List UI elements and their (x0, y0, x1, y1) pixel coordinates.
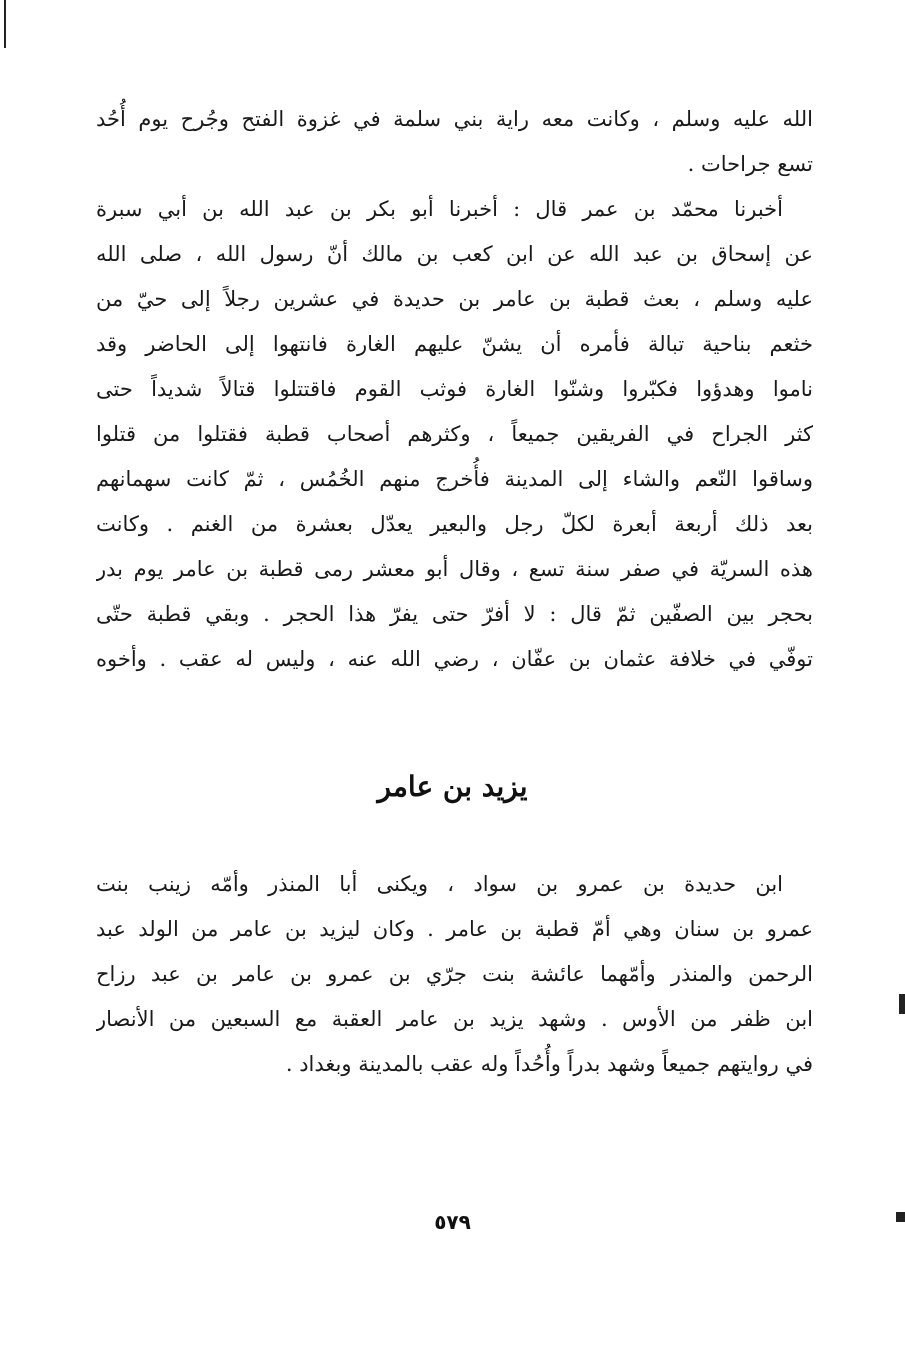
text-line: ابن حديدة بن عمرو بن سواد ، ويكنى أبا المنذر وأمّه زينب بنت (96, 872, 783, 896)
text-line: عمرو بن سنان وهي أمّ قطبة بن عامر . وكان ليزيد بن عامر من الولد عبد (96, 917, 813, 941)
text-line: وساقوا النّعم والشاء إلى المدينة فأُخرج منهم الخُمُس ، ثمّ كانت سهمانهم (96, 467, 813, 491)
page-number: ٥٧٩ (434, 1210, 471, 1234)
text-line: عليه وسلم ، بعث قطبة بن عامر بن حديدة في عشرين رجلاً إلى حيّ من (96, 287, 813, 311)
text-line: الرحمن والمنذر وأمّهما عائشة بنت جرّي بن عمرو بن عامر بن عبد رزاح (96, 962, 813, 986)
text-line: هذه السريّة في صفر سنة تسع ، وقال أبو معشر رمى قطبة بن عامر يوم بدر (96, 557, 813, 581)
text-line: في روايتهم جميعاً وشهد بدراً وأُحُداً وله عقب بالمدينة وبغداد . (285, 1052, 813, 1076)
text-line: بحجر بين الصفّين ثمّ قال : لا أفرّ حتى يفرّ هذا الحجر . وبقي قطبة حتّى (96, 602, 813, 626)
text-line: توفّي في خلافة عثمان بن عفّان ، رضي الله عنه ، وليس له عقب . وأخوه (96, 647, 813, 671)
scan-mark (899, 994, 905, 1014)
bottom-text-block (96, 862, 813, 1087)
text-line: كثر الجراح في الفريقين جميعاً ، وكثرهم أصحاب قطبة فقتلوا من قتلوا (96, 422, 813, 446)
text-line: الله عليه وسلم ، وكانت معه راية بني سلمة في غزوة الفتح وجُرح يوم أُحُد (96, 107, 813, 131)
text-line: تسع جراحات . (687, 152, 813, 176)
top-text-block (96, 97, 813, 682)
text-line: خثعم بناحية تبالة فأمره أن يشنّ عليهم الغارة فانتهوا إلى الحاضر وقد (96, 332, 813, 356)
scan-edge-line (4, 0, 6, 48)
text-line: بعد ذلك أربعة أبعرة لكلّ رجل والبعير يعدّل بعشرة من الغنم . وكانت (96, 512, 813, 536)
section-heading: يزيد بن عامر (377, 770, 528, 803)
text-line: ناموا وهدؤوا فكبّروا وشنّوا الغارة فوثب القوم فاقتتلوا قتالاً شديداً حتى (96, 377, 813, 401)
text-line: عن إسحاق بن عبد الله عن ابن كعب بن مالك أنّ رسول الله ، صلى الله (96, 242, 813, 266)
text-line: أخبرنا محمّد بن عمر قال : أخبرنا أبو بكر بن عبد الله بن أبي سبرة (96, 197, 783, 221)
text-line: ابن ظفر من الأوس . وشهد يزيد بن عامر العقبة مع السبعين من الأنصار (96, 1007, 813, 1031)
